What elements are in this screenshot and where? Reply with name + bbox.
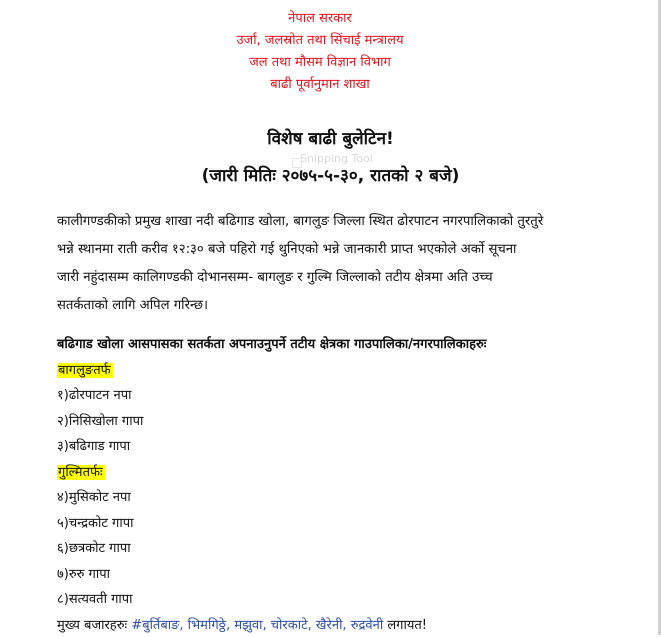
paragraph-line: भन्ने स्थानमा राती करीव १२:३० बजे पहिरो गई थुनिएको भन्ने जानकारी प्राप्त भएकोले अर्को सूचना	[57, 236, 639, 264]
alert-areas	[57, 332, 647, 638]
gulmi-highlight: गुल्मितर्फः	[57, 465, 105, 480]
list-item: ७)रुरु गापा	[57, 562, 647, 588]
list-item: १)ढोरपाटन नपा	[57, 383, 647, 409]
markets-suffix: लगायत!	[383, 618, 427, 633]
baglung-group-label	[57, 358, 647, 384]
letterhead-government: नेपाल सरकार	[0, 8, 640, 30]
list-item: २)निसिखोला गापा	[57, 409, 647, 435]
baglung-highlight: बागलुङतर्फ	[57, 363, 113, 378]
letterhead-department: जल तथा मौसम विज्ञान विभाग	[0, 52, 640, 74]
markets-prefix: मुख्य बजारहरुः	[57, 618, 131, 633]
snipping-tool-ghost-text: Snipping Tool	[300, 152, 373, 165]
paragraph-line: कालीगण्डकीको प्रमुख शाखा नदी बढिगाड खोला, बागलुङ जिल्ला स्थित ढोरपाटन नगरपालिकाको तुरतुरे	[57, 208, 639, 236]
paragraph-line: जारी नहुंदासम्म कालिगण्डकी दोभानसम्म- बागलुङ र गुल्मि जिल्लाको तटीय क्षेत्रमा अति उच्च	[57, 264, 639, 292]
paragraph-line: सतर्कताको लागि अपिल गरिन्छ।	[57, 292, 639, 320]
main-markets-line	[57, 613, 647, 638]
list-item: ४)मुसिकोट नपा	[57, 485, 647, 511]
list-item: ५)चन्द्रकोट गापा	[57, 511, 647, 537]
letterhead-ministry: उर्जा, जलस्रोत तथा सिंचाई मन्त्रालय	[0, 30, 640, 52]
markets-names: #बुर्तिबाङ, भिमगिठ्ठे, मझुवा, चोरकाटे, खैरेनी, रुद्रवेनी	[131, 618, 383, 633]
letterhead-section: बाढी पूर्वानुमान शाखा	[0, 74, 640, 96]
list-item: ६)छत्रकोट गापा	[57, 536, 647, 562]
list-item: ३)बढिगाड गापा	[57, 434, 647, 460]
gulmi-group-label	[57, 460, 647, 486]
section-heading: बढिगाड खोला आसपासका सतर्कता अपनाउनुपर्ने तटीय क्षेत्रका गाउपालिका/नगरपालिकाहरुः	[57, 332, 647, 358]
letterhead	[0, 8, 640, 96]
bulletin-paragraph	[57, 208, 639, 320]
list-item: ८)सत्यवती गापा	[57, 587, 647, 613]
bulletin-issue-date: (जारी मितिः २०७५-५-३०, रातको २ बजे)	[0, 163, 661, 189]
bulletin-title: विशेष बाढी बुलेटिन!	[0, 126, 661, 152]
